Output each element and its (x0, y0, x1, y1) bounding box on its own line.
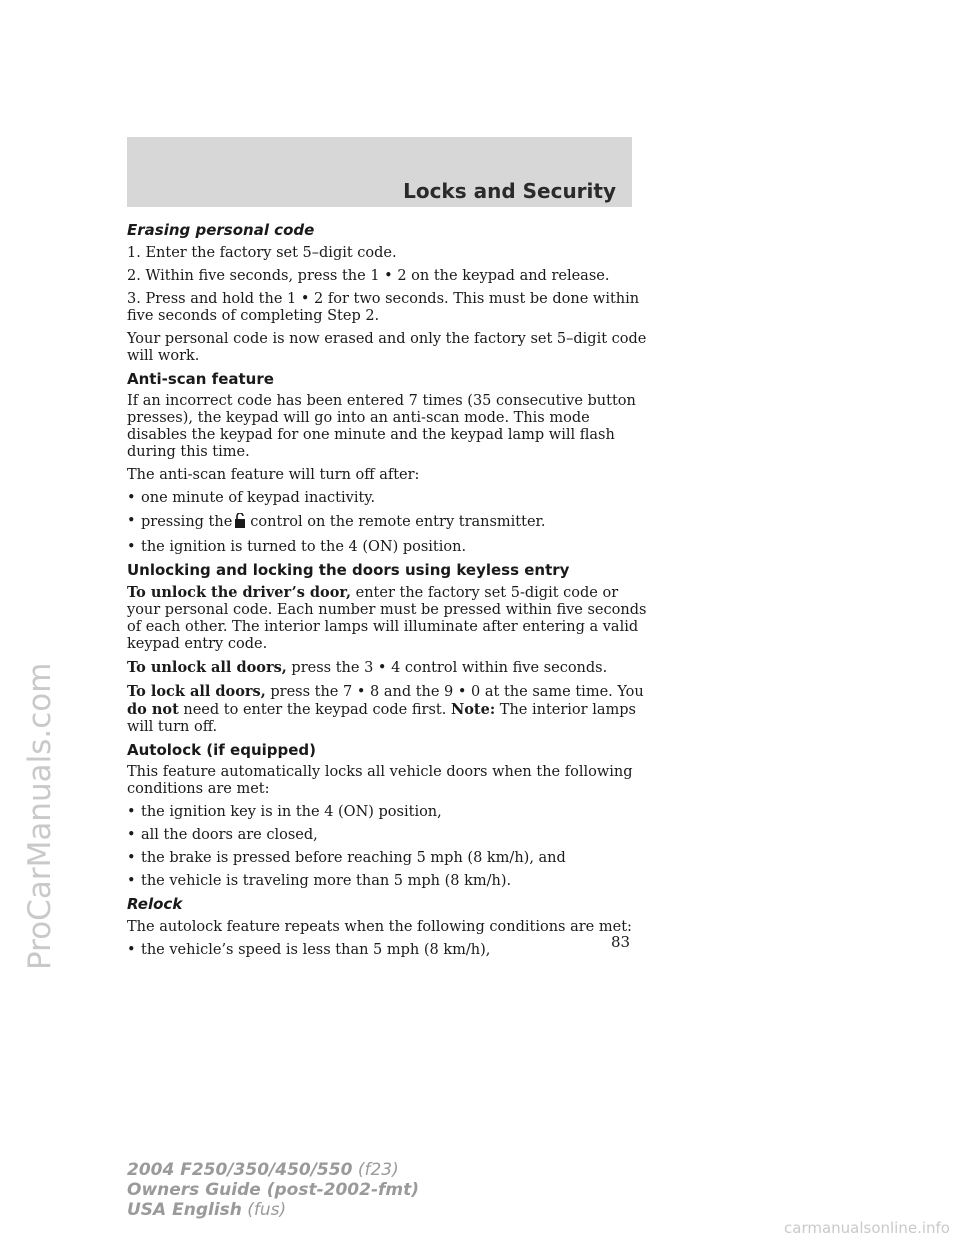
heading-relock: Relock (127, 895, 183, 913)
bullet-marker: • (127, 827, 136, 843)
paragraph-text: The interior lamps will turn off. (127, 702, 636, 735)
bullet-text: the vehicle is traveling more than 5 mph (8 km/h). (141, 873, 512, 889)
heading-anti-scan: Anti-scan feature (127, 370, 274, 388)
relock-bullet-1 (127, 942, 647, 959)
bullet-marker: • (127, 850, 136, 866)
bullet-marker: • (127, 513, 136, 529)
bullet-text: the brake is pressed before reaching 5 mph (8 km/h), and (141, 850, 566, 866)
autolock-paragraph-1: This feature automatically locks all vehicle doors when the following conditions are met: (127, 764, 633, 797)
footer-line-2: Owners Guide (post-2002-fmt) (127, 1180, 420, 1200)
bold-lead: To unlock all doors, (127, 659, 287, 676)
bullet-marker: • (127, 490, 136, 506)
bullet-text: the vehicle’s speed is less than 5 mph (8 km/h), (141, 942, 491, 958)
unlock-key-icon (234, 513, 246, 533)
bottom-watermark: carmanualsonline.info (784, 1219, 950, 1237)
section-header-title: Locks and Security (403, 179, 616, 203)
bold-note-label: Note: (450, 701, 496, 718)
relock-paragraph-1: The autolock feature repeats when the following conditions are met: (127, 919, 632, 935)
antiscan-bullet-1 (127, 490, 647, 507)
footer-line-1 (127, 1160, 419, 1180)
footer-model: 2004 F250/350/450/550 (127, 1160, 353, 1180)
footer-language-code: (fus) (241, 1200, 287, 1220)
paragraph-text: press the 7 • 8 and the 9 • 0 at the same time. You (265, 684, 644, 700)
bold-lead: To lock all doors, (127, 683, 266, 700)
keyless-paragraph-2 (127, 659, 647, 677)
bullet-marker: • (127, 539, 136, 555)
paragraph-text: need to enter the keypad code first. (178, 702, 451, 718)
paragraph-text: enter the factory set 5-digit code or your personal code. Each number must be pressed within five seconds of each other. The interior lamps will illuminate after entering a valid keypad entry code. (127, 585, 647, 652)
bullet-marker: • (127, 804, 136, 820)
bold-emphasis: do not (127, 701, 179, 718)
autolock-bullet-1 (127, 804, 647, 821)
antiscan-bullet-2 (127, 513, 647, 533)
autolock-bullet-2 (127, 827, 647, 844)
bullet-text: the ignition key is in the 4 (ON) position, (141, 804, 442, 820)
paragraph-text: press the 3 • 4 control within five seconds. (286, 660, 608, 676)
autolock-bullet-4 (127, 873, 647, 890)
antiscan-bullet-3 (127, 539, 647, 556)
bold-lead: To unlock the driver’s door, (127, 584, 352, 601)
bullet-marker: • (127, 873, 136, 889)
heading-erasing-personal-code: Erasing personal code (127, 221, 315, 239)
bullet-text: one minute of keypad inactivity. (141, 490, 376, 506)
autolock-bullet-3 (127, 850, 647, 867)
section-header-band (127, 137, 632, 207)
keyless-paragraph-3 (127, 683, 647, 736)
bullet-text: pressing the (141, 514, 233, 530)
heading-autolock: Autolock (if equipped) (127, 741, 317, 759)
erasing-step-2: 2. Within five seconds, press the 1 • 2 on the keypad and release. (127, 268, 610, 284)
document-footer (127, 1160, 419, 1220)
erasing-step-1: 1. Enter the factory set 5–digit code. (127, 245, 397, 261)
antiscan-paragraph-2: The anti-scan feature will turn off after: (127, 467, 420, 483)
keyless-paragraph-1 (127, 584, 647, 653)
page-content (127, 222, 647, 965)
bullet-text: the ignition is turned to the 4 (ON) position. (141, 539, 467, 555)
antiscan-paragraph-1: If an incorrect code has been entered 7 times (35 consecutive button presses), the keypad will go into an anti-scan mode. This mode disables the keypad for one minute and the keypad lamp will flash during this time. (127, 393, 636, 460)
page-number: 83 (611, 933, 631, 951)
bullet-text: control on the remote entry transmitter. (250, 514, 546, 530)
bullet-marker: • (127, 942, 136, 958)
side-watermark: ProCarManuals.com (22, 662, 58, 970)
heading-keyless-entry: Unlocking and locking the doors using keyless entry (127, 561, 570, 579)
bullet-text: all the doors are closed, (141, 827, 318, 843)
footer-language: USA English (127, 1200, 242, 1220)
erasing-step-3: 3. Press and hold the 1 • 2 for two seconds. This must be done within five seconds of completing Step 2. (127, 291, 640, 324)
erasing-note: Your personal code is now erased and only the factory set 5–digit code will work. (127, 331, 647, 364)
footer-line-3 (127, 1200, 419, 1220)
footer-model-code: (f23) (352, 1160, 399, 1180)
